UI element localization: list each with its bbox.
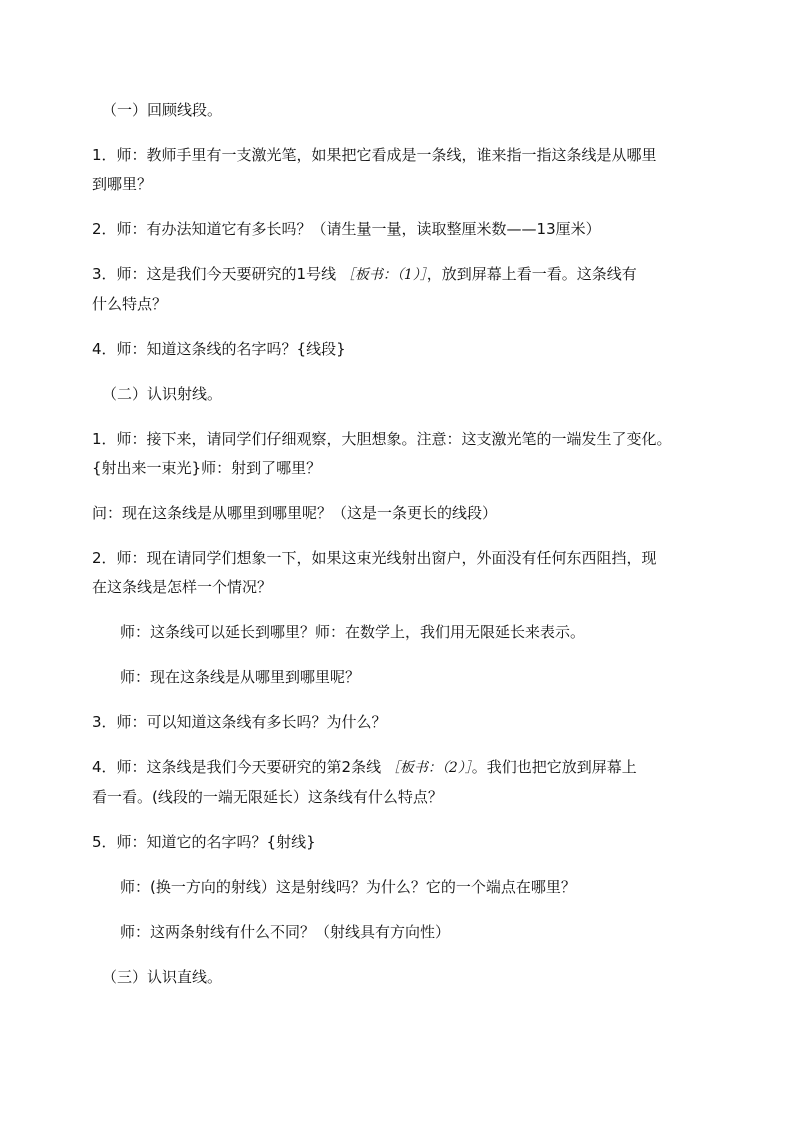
paragraph-line: 3．师：可以知道这条线有多长吗？为什么？ bbox=[92, 713, 387, 731]
paragraph-line: 1．师：接下来，请同学们仔细观察，大胆想象。注意：这支激光笔的一端发生了变化。 bbox=[92, 430, 672, 448]
paragraph-11 bbox=[92, 753, 702, 812]
paragraph-line: 看一看。(线段的一端无限延长）这条线有什么特点？ bbox=[92, 788, 443, 806]
paragraph-line: 问：现在这条线是从哪里到哪里呢？（这是一条更长的线段） bbox=[92, 504, 498, 522]
paragraph-line bbox=[92, 260, 702, 290]
paragraph-line: 1．师：教师手里有一支激光笔，如果把它看成是一条线，谁来指一指这条线是从哪里 bbox=[92, 146, 657, 164]
paragraph-line: 4．师：知道这条线的名字吗？{线段} bbox=[92, 340, 346, 358]
paragraph-line: 5．师：知道它的名字吗？{射线} bbox=[92, 833, 316, 851]
paragraph-5 bbox=[92, 425, 702, 483]
board-note: ［板书：（2）］ bbox=[385, 760, 472, 776]
paragraph-line: 师：这条线可以延长到哪里？师：在数学上，我们用无限延长来表示。 bbox=[120, 623, 586, 641]
text-run: 4．师：这条线是我们今天要研究的第2条线 bbox=[92, 758, 382, 776]
paragraph-line: 2．师：现在请同学们想象一下，如果这束光线射出窗户，外面没有任何东西阻挡，现 bbox=[92, 549, 657, 567]
paragraph-line: 什么特点？ bbox=[92, 295, 168, 313]
paragraph-line: 师：现在这条线是从哪里到哪里呢？ bbox=[120, 668, 361, 686]
paragraph-line: 2．师：有办法知道它有多长吗？（请生量一量，读取整厘米数——13厘米） bbox=[92, 220, 601, 238]
heading-text: （一）回顾线段。 bbox=[102, 101, 223, 119]
paragraph-14 bbox=[92, 918, 702, 947]
text-run: ，放到屏幕上看一看。这条线有 bbox=[426, 265, 637, 283]
paragraph-4 bbox=[92, 335, 702, 364]
paragraph-line: 在这条线是怎样一个情况？ bbox=[92, 578, 273, 596]
board-note: ［板书：（1）］ bbox=[340, 267, 427, 283]
section-heading-2 bbox=[92, 380, 702, 409]
paragraph-1 bbox=[92, 141, 702, 199]
paragraph-10 bbox=[92, 708, 702, 737]
paragraph-line: 师：这两条射线有什么不同？（射线具有方向性） bbox=[120, 923, 451, 941]
paragraph-line: {射出来一束光}师：射到了哪里？ bbox=[92, 459, 322, 477]
paragraph-12 bbox=[92, 828, 702, 857]
paragraph-line: 师：(换一方向的射线）这是射线吗？为什么？它的一个端点在哪里？ bbox=[120, 878, 576, 896]
paragraph-3 bbox=[92, 260, 702, 319]
paragraph-line bbox=[92, 753, 702, 783]
paragraph-9 bbox=[92, 663, 702, 692]
paragraph-7 bbox=[92, 544, 702, 602]
paragraph-8 bbox=[92, 618, 702, 647]
paragraph-6 bbox=[92, 499, 702, 528]
text-run: 。我们也把它放到屏幕上 bbox=[471, 758, 637, 776]
section-heading-3 bbox=[92, 963, 702, 992]
paragraph-13 bbox=[92, 873, 702, 902]
text-run: 3．师：这是我们今天要研究的1号线 bbox=[92, 265, 337, 283]
section-heading-1 bbox=[92, 96, 702, 125]
paragraph-2 bbox=[92, 215, 702, 244]
paragraph-line: 到哪里？ bbox=[92, 175, 153, 193]
heading-text: （三）认识直线。 bbox=[102, 968, 223, 986]
heading-text: （二）认识射线。 bbox=[102, 385, 223, 403]
